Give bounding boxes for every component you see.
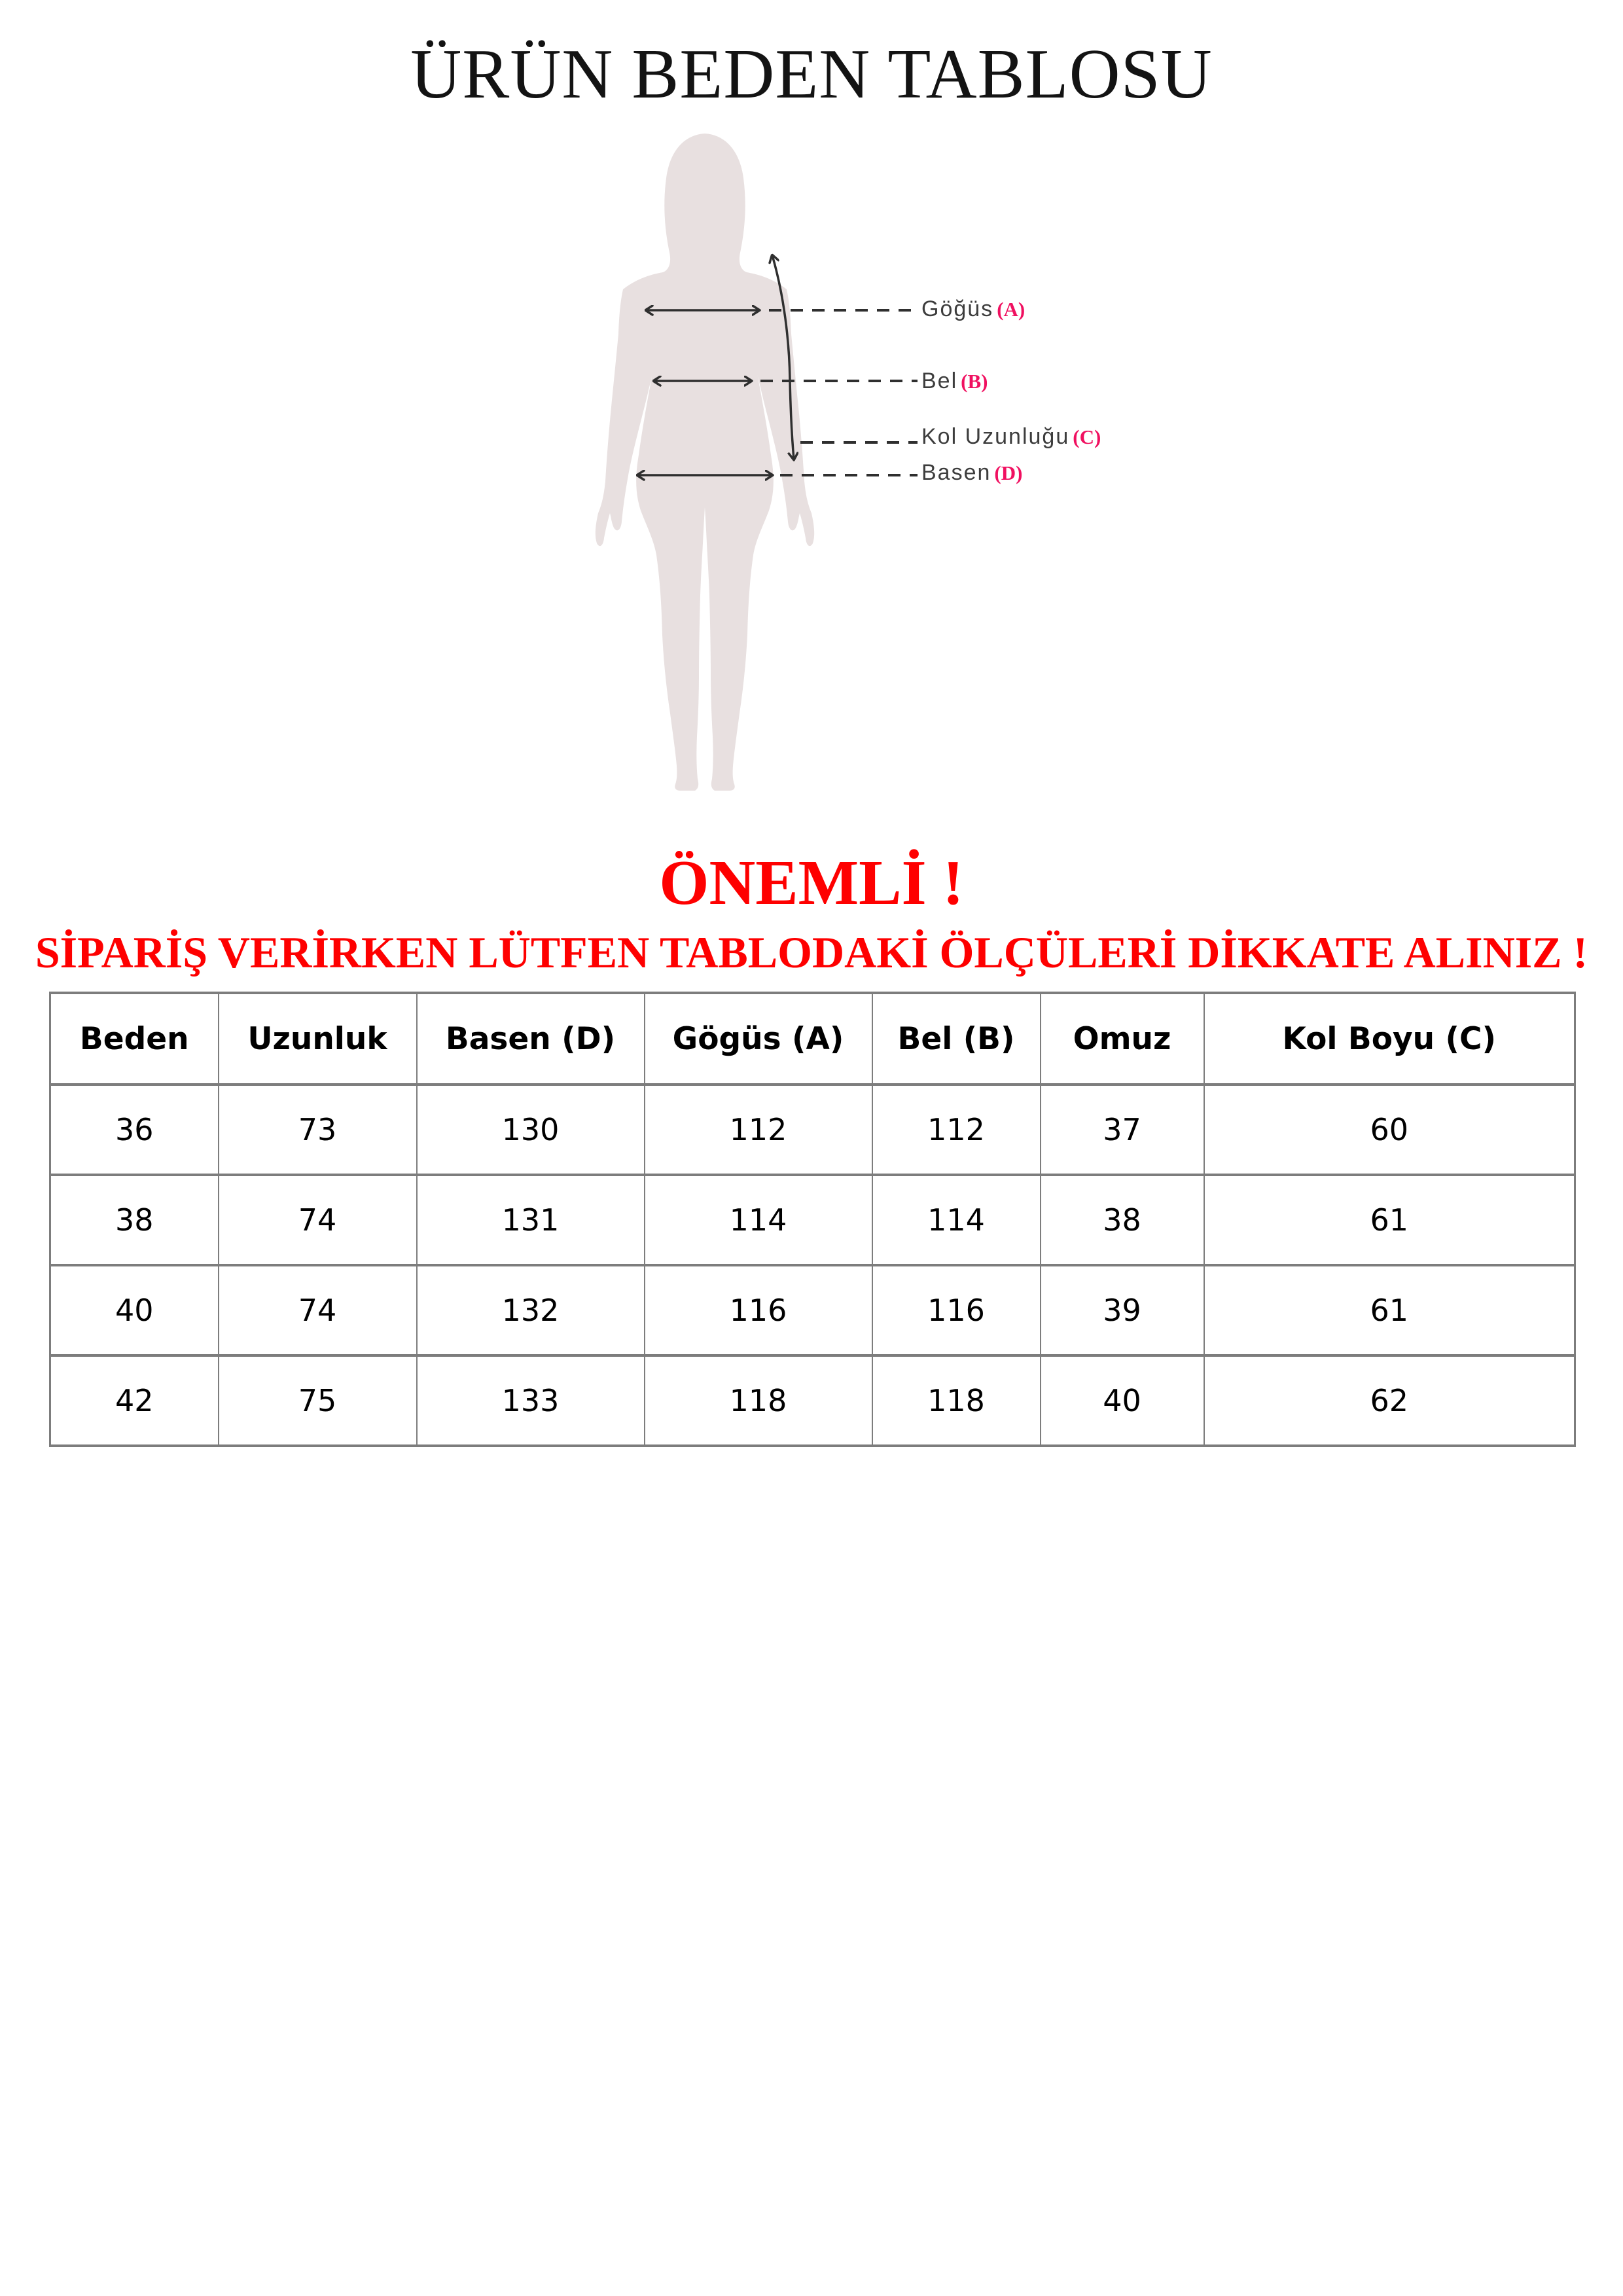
- size-table: [49, 992, 1576, 1447]
- size-cell: 112: [872, 1085, 1041, 1175]
- measure-label-code: (B): [961, 370, 988, 393]
- size-cell: 42: [50, 1355, 219, 1446]
- size-cell: 130: [417, 1085, 645, 1175]
- table-row: [50, 1085, 1575, 1175]
- notice-warning: SİPARİŞ VERİRKEN LÜTFEN TABLODAKİ ÖLÇÜLERİ DİKKATE ALINIZ !: [35, 927, 1588, 977]
- size-cell: 40: [50, 1265, 219, 1355]
- column-header-basen: Basen (D): [417, 993, 645, 1085]
- size-cell: 62: [1204, 1355, 1575, 1446]
- size-cell: 36: [50, 1085, 219, 1175]
- size-cell: 75: [219, 1355, 417, 1446]
- column-header-kol-boyu: Kol Boyu (C): [1204, 993, 1575, 1085]
- measure-label-code: (D): [994, 461, 1023, 484]
- size-cell: 60: [1204, 1085, 1575, 1175]
- size-cell: 132: [417, 1265, 645, 1355]
- header-row: [50, 993, 1575, 1085]
- size-cell: 112: [645, 1085, 872, 1175]
- table-row: [50, 1355, 1575, 1446]
- column-header-beden: Beden: [50, 993, 219, 1085]
- female-body-silhouette-svg: [543, 124, 1198, 818]
- measure-label-arm: [921, 424, 1101, 450]
- column-header-gogus: Gögüs (A): [645, 993, 872, 1085]
- size-cell: 131: [417, 1175, 645, 1265]
- size-cell: 116: [645, 1265, 872, 1355]
- measure-label-name: Göğüs: [921, 296, 994, 321]
- measure-label-chest: [921, 296, 1025, 322]
- size-cell: 116: [872, 1265, 1041, 1355]
- measure-label-code: (C): [1073, 425, 1101, 448]
- size-cell: 37: [1041, 1085, 1204, 1175]
- size-cell: 118: [645, 1355, 872, 1446]
- table-row: [50, 1175, 1575, 1265]
- size-cell: 39: [1041, 1265, 1204, 1355]
- size-cell: 114: [872, 1175, 1041, 1265]
- column-header-uzunluk: Uzunluk: [219, 993, 417, 1085]
- measure-label-code: (A): [997, 298, 1026, 321]
- column-header-bel: Bel (B): [872, 993, 1041, 1085]
- measure-label-hip: [921, 460, 1022, 486]
- table-row: [50, 1265, 1575, 1355]
- size-cell: 61: [1204, 1265, 1575, 1355]
- size-cell: 61: [1204, 1175, 1575, 1265]
- column-header-omuz: Omuz: [1041, 993, 1204, 1085]
- size-cell: 74: [219, 1175, 417, 1265]
- size-cell: 133: [417, 1355, 645, 1446]
- page-title: ÜRÜN BEDEN TABLOSU: [410, 35, 1213, 113]
- measurement-diagram: [543, 124, 1198, 818]
- size-cell: 40: [1041, 1355, 1204, 1446]
- measure-label-name: Kol Uzunluğu: [921, 424, 1070, 449]
- size-cell: 114: [645, 1175, 872, 1265]
- size-cell: 38: [1041, 1175, 1204, 1265]
- size-cell: 74: [219, 1265, 417, 1355]
- size-cell: 73: [219, 1085, 417, 1175]
- measure-label-name: Bel: [921, 368, 958, 393]
- size-cell: 38: [50, 1175, 219, 1265]
- notice-heading: ÖNEMLİ !: [659, 848, 964, 918]
- measure-label-name: Basen: [921, 460, 991, 485]
- size-cell: 118: [872, 1355, 1041, 1446]
- measure-label-waist: [921, 368, 988, 394]
- female-body-silhouette: [596, 134, 814, 791]
